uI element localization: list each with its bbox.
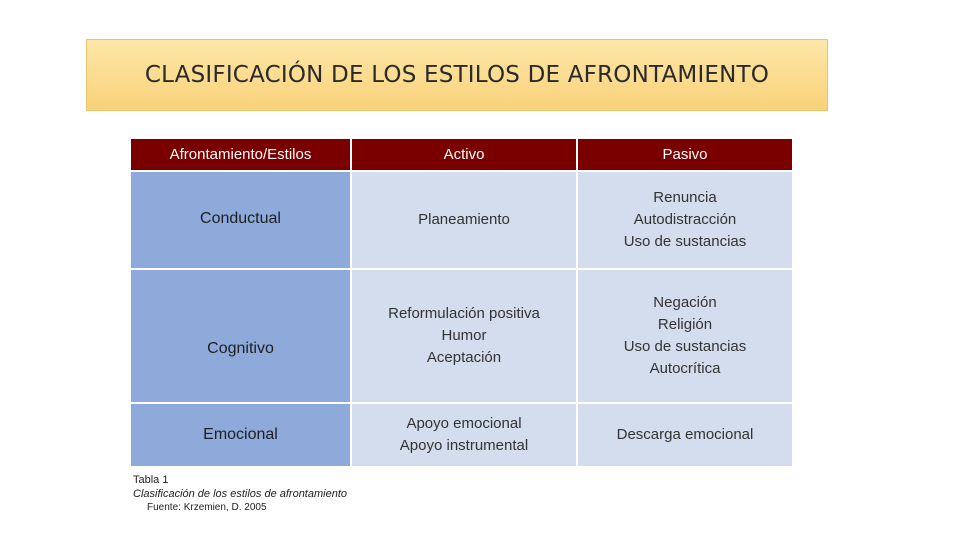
cell-line: Autocrítica	[649, 360, 721, 377]
table-header-row	[131, 139, 792, 170]
cell-line: Negación	[653, 294, 717, 311]
caption-subtitle: Clasificación de los estilos de afrontamiento	[133, 488, 348, 500]
header-afrontamiento: Afrontamiento/Estilos	[131, 139, 350, 170]
table-row	[131, 402, 792, 466]
cell-line: Descarga emocional	[616, 426, 754, 443]
cell-line: Uso de sustancias	[623, 233, 747, 250]
table-row	[131, 170, 792, 268]
cell-line: Renuncia	[653, 189, 717, 206]
coping-styles-table	[131, 139, 792, 466]
row-label-cognitivo: Cognitivo	[131, 270, 350, 402]
cell-line: Uso de sustancias	[623, 338, 747, 355]
slide-title: CLASIFICACIÓN DE LOS ESTILOS DE AFRONTAMIENTO	[144, 62, 770, 88]
cell-line: Autodistracción	[633, 211, 737, 228]
caption-source: Fuente: Krzemien, D. 2005	[147, 502, 267, 513]
row-label-emocional: Emocional	[131, 404, 350, 466]
header-activo: Activo	[350, 139, 576, 170]
cell-line: Religión	[657, 316, 713, 333]
slide-title-box	[86, 39, 828, 111]
cell-pasivo	[576, 404, 792, 466]
cell-line: Humor	[441, 327, 487, 344]
cell-activo	[350, 404, 576, 466]
cell-pasivo	[576, 172, 792, 268]
cell-line: Apoyo instrumental	[399, 437, 529, 454]
header-pasivo: Pasivo	[576, 139, 792, 170]
caption-label: Tabla 1	[133, 474, 169, 486]
cell-line: Apoyo emocional	[406, 415, 522, 432]
cell-pasivo	[576, 270, 792, 402]
table-caption	[133, 473, 347, 515]
cell-activo	[350, 172, 576, 268]
cell-activo	[350, 270, 576, 402]
cell-line: Aceptación	[426, 349, 502, 366]
row-label-conductual: Conductual	[131, 172, 350, 268]
cell-line: Reformulación positiva	[388, 305, 540, 322]
cell-line: Planeamiento	[418, 211, 510, 228]
table-row	[131, 268, 792, 402]
